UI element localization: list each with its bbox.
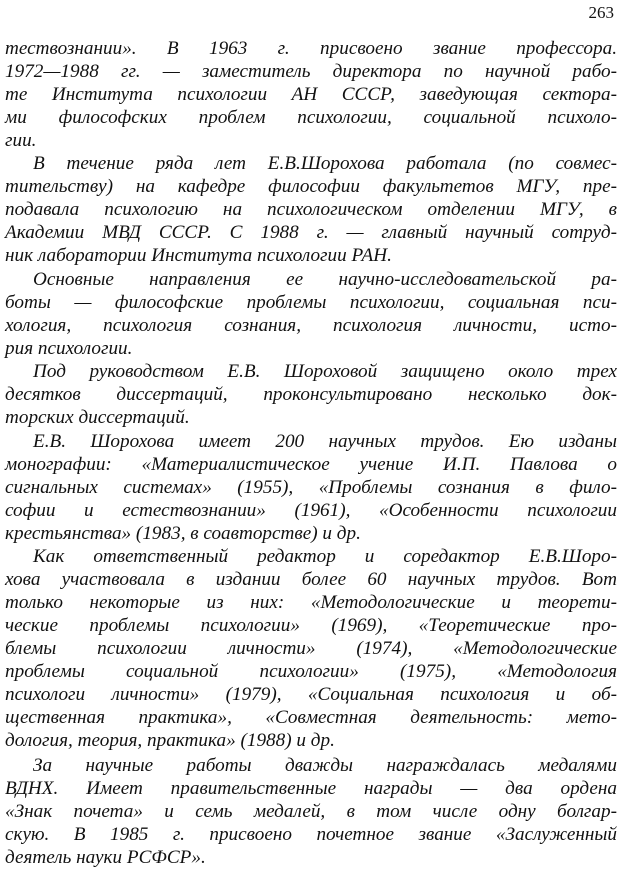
text-line: ник лаборатории Института психологии РАН. xyxy=(5,245,392,266)
text-line: хова участвовала в издании более 60 научных трудов. Вот xyxy=(5,569,617,590)
text-line: блемы психологии личности» (1974), «Методологические xyxy=(5,638,617,659)
text-line: проблемы социальной психологии» (1975), «Методология xyxy=(5,661,617,682)
paragraph-first-line: Как ответственный редактор и соредактор Е.В.Шоро- xyxy=(33,546,617,567)
text-line: дология, теория, практика» (1988) и др. xyxy=(5,730,335,751)
text-line: боты — философские проблемы психологии, социальная пси- xyxy=(5,292,617,313)
text-line: сигнальных системах» (1955), «Проблемы сознания в фило- xyxy=(5,477,617,498)
page-number: 263 xyxy=(588,3,614,22)
paragraph-first-line: Под руководством Е.В. Шороховой защищено около трех xyxy=(33,361,617,382)
text-line: хология, психология сознания, психология личности, исто- xyxy=(5,315,617,336)
text-line: крестьянства» (1983, в соавторстве) и др. xyxy=(5,523,361,544)
text-line: торских диссертаций. xyxy=(5,407,190,428)
text-line: ческие проблемы психологии» (1969), «Теоретические про- xyxy=(5,615,617,636)
paragraph-first-line: В течение ряда лет Е.В.Шорохова работала (по совмес- xyxy=(33,153,617,174)
text-line: рия психологии. xyxy=(5,338,133,359)
text-line: «Знак почета» и семь медалей, в том числе одну болгар- xyxy=(5,801,617,822)
text-line: ми философских проблем психологии, социальной психоло- xyxy=(5,107,617,128)
text-line: тествознании». В 1963 г. присвоено звание профессора. xyxy=(5,38,617,59)
text-line: психологи личности» (1979), «Социальная психология и об- xyxy=(5,684,617,705)
text-line: деятель науки РСФСР». xyxy=(5,847,206,868)
paragraph-first-line: Основные направления ее научно-исследовательской ра- xyxy=(33,269,617,290)
text-line: десятков диссертаций, проконсультировано несколько док- xyxy=(5,384,617,405)
text-line: щественная практика», «Совместная деятельность: мето- xyxy=(5,707,617,728)
text-line: монографии: «Материалистическое учение И.П. Павлова о xyxy=(5,454,617,475)
text-line: ВДНХ. Имеет правительственные награды — два ордена xyxy=(5,778,617,799)
text-line: подавала психологию на психологическом отделении МГУ, в xyxy=(5,199,617,220)
text-line: гии. xyxy=(5,130,37,151)
text-line: софии и естествознании» (1961), «Особенности психологии xyxy=(5,500,617,521)
paragraph-first-line: Е.В. Шорохова имеет 200 научных трудов. Ею изданы xyxy=(33,431,617,452)
text-line: только некоторые из них: «Методологические и теорети- xyxy=(5,592,617,613)
text-line: те Института психологии АН СССР, заведующая сектора- xyxy=(5,84,617,105)
text-line: 1972—1988 гг. — заместитель директора по научной рабо- xyxy=(5,61,617,82)
text-line: Академии МВД СССР. С 1988 г. — главный научный сотруд- xyxy=(5,222,617,243)
text-line: скую. В 1985 г. присвоено почетное звание «Заслуженный xyxy=(5,824,617,845)
paragraph-first-line: За научные работы дважды награждалась медалями xyxy=(33,755,617,776)
text-line: тительству) на кафедре философии факультетов МГУ, пре- xyxy=(5,176,617,197)
